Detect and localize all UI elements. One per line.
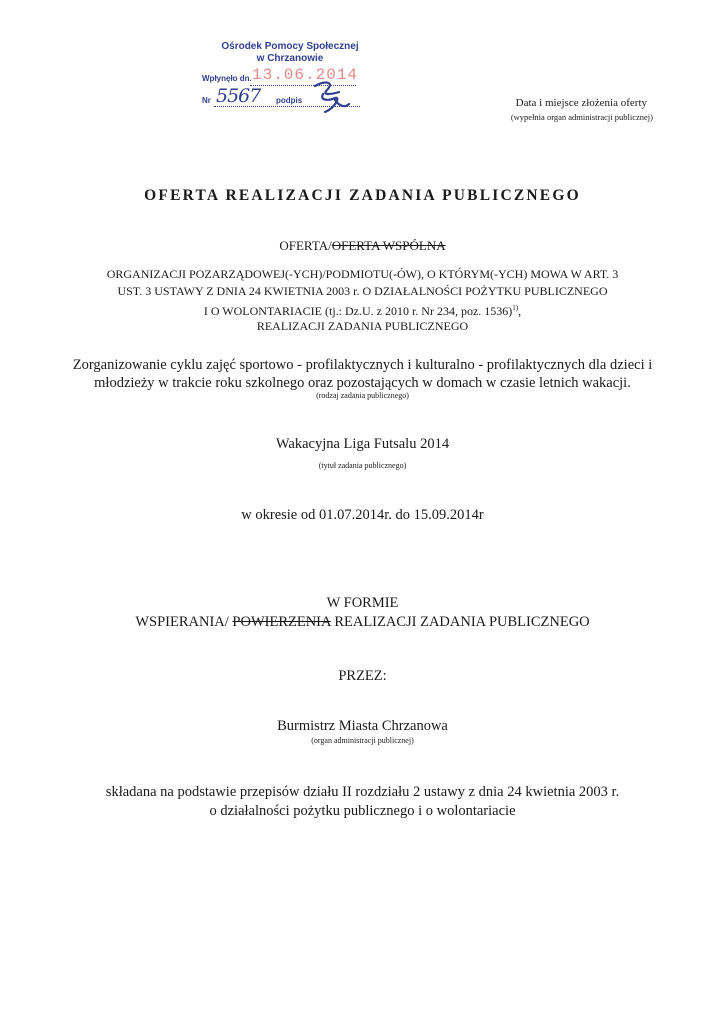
stamp-office-city: w Chrzanowie bbox=[256, 53, 324, 64]
footnote-marker: 1) bbox=[512, 304, 519, 312]
task-title-hint: (tytuł zadania publicznego) bbox=[318, 461, 407, 470]
stamp-received-date: 13.06.2014 bbox=[252, 66, 359, 84]
task-type-line-1: Zorganizowanie cyklu zajęć sportowo - profilaktycznych i kulturalno - profilaktycznych dla dzieci i bbox=[72, 357, 653, 373]
date-place-label: Data i miejsce złożenia oferty bbox=[515, 97, 647, 109]
authority-hint: (organ administracji publicznej) bbox=[311, 736, 414, 745]
task-title: Wakacyjna Liga Futsalu 2014 bbox=[275, 436, 450, 452]
offer-type-struck: OFERTA WSPÓLNA bbox=[331, 238, 446, 253]
task-type-hint: (rodzaj zadania publicznego) bbox=[316, 391, 409, 400]
organization-line-1: ORGANIZACJI POZARZĄDOWEJ(-YCH)/PODMIOTU(-ÓW), O KTÓRYM(-YCH) MOWA W ART. 3 bbox=[106, 267, 619, 281]
stamp-nr-value: 5567 bbox=[216, 85, 261, 107]
stamp-nr-label: Nr bbox=[202, 96, 211, 105]
organization-line-4: REALIZACJI ZADANIA PUBLICZNEGO bbox=[256, 319, 469, 333]
stamp-received-label: Wpłynęło dn. bbox=[202, 74, 252, 83]
form-kept-b: REALIZACJI ZADANIA PUBLICZNEGO bbox=[330, 614, 590, 630]
organization-line-3-text: I O WOLONTARIACIE (tj.: Dz.U. z 2010 r. Nr 234, poz. 1536) bbox=[203, 304, 513, 318]
basis-line-2: o działalności pożytku publicznego i o wolontariacie bbox=[209, 803, 516, 819]
task-period: w okresie od 01.07.2014r. do 15.09.2014r bbox=[241, 507, 484, 523]
authority: Burmistrz Miasta Chrzanowa bbox=[277, 718, 448, 734]
date-place-hint: (wypełnia organ administracji publicznej) bbox=[510, 112, 653, 122]
form-value bbox=[0, 613, 725, 632]
offer-type bbox=[0, 237, 725, 254]
form-kept-a: WSPIERANIA/ bbox=[135, 614, 233, 630]
organization-line-3 bbox=[0, 300, 725, 320]
by-label: PRZEZ: bbox=[338, 668, 387, 684]
organization-line-2: UST. 3 USTAWY Z DNIA 24 KWIETNIA 2003 r. O DZIAŁALNOŚCI POŻYTKU PUBLICZNEGO bbox=[117, 284, 608, 298]
form-struck: POWIERZENIA bbox=[232, 614, 331, 630]
task-type-line-2: młodzieży w trakcie roku szkolnego oraz pozostających w domach w czasie letnich wakacji. bbox=[94, 375, 631, 391]
footnote-trail: , bbox=[518, 304, 522, 318]
basis-line-1: składana na podstawie przepisów działu II rozdziału 2 ustawy z dnia 24 kwietnia 2003 r. bbox=[105, 784, 620, 800]
handwritten-signature bbox=[305, 78, 353, 118]
document-title: OFERTA REALIZACJI ZADANIA PUBLICZNEGO bbox=[144, 187, 581, 204]
offer-type-kept: OFERTA/ bbox=[279, 238, 332, 253]
stamp-signature-label: podpis bbox=[276, 96, 303, 105]
stamp-office-name: Ośrodek Pomocy Społecznej bbox=[221, 41, 359, 52]
form-label: W FORMIE bbox=[326, 595, 399, 611]
